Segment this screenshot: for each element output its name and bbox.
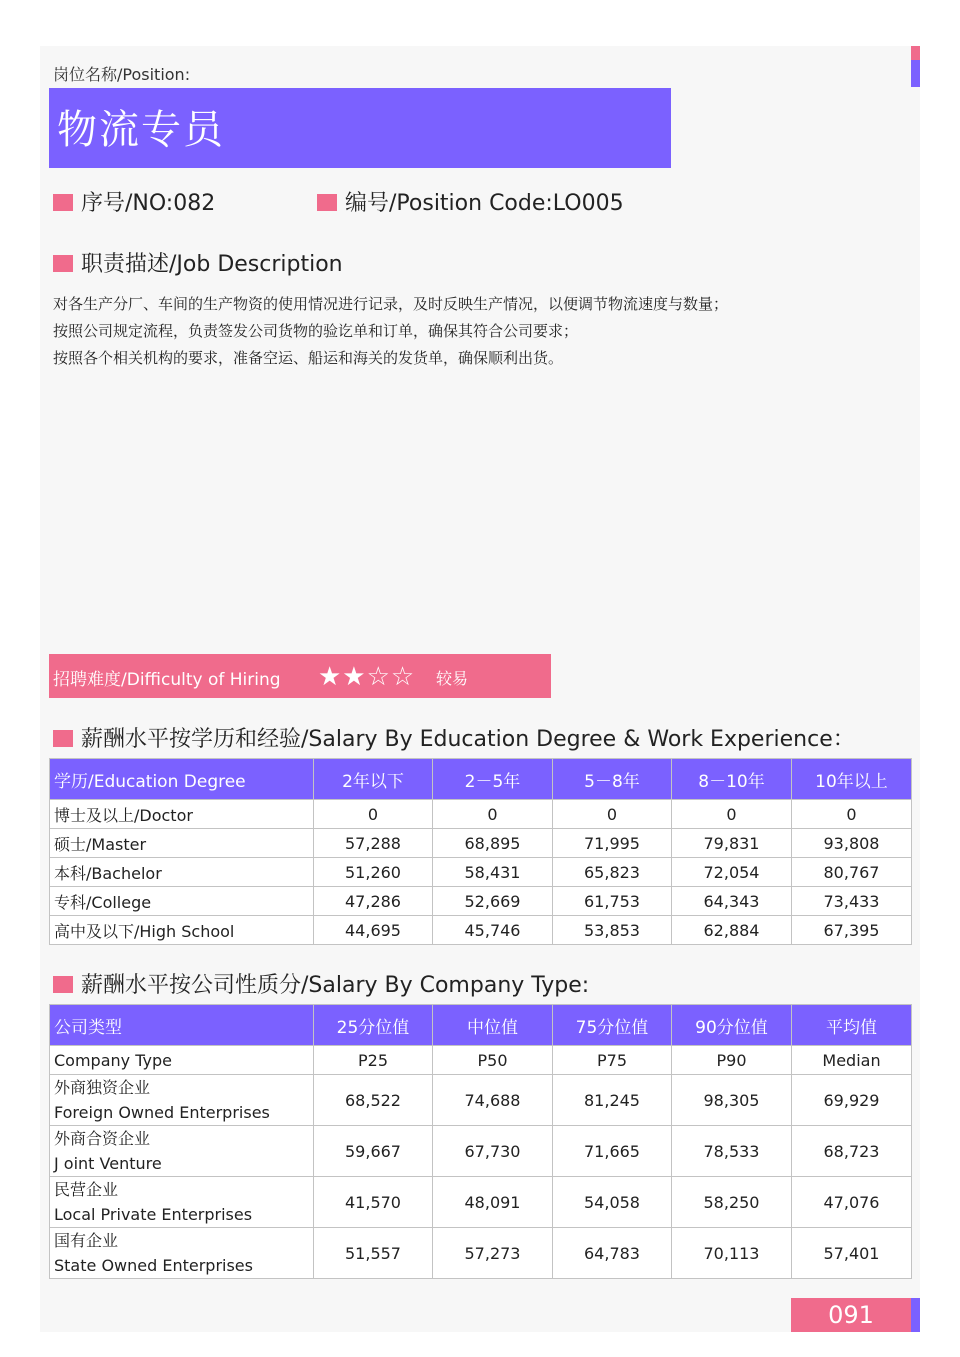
table-cell: 68,895 [433, 829, 553, 858]
column-header: 2－5年 [433, 759, 553, 800]
table-cell: 59,667 [314, 1126, 433, 1177]
table-row [50, 1075, 912, 1126]
page-number: 091 [828, 1301, 874, 1329]
table-cell: 41,570 [314, 1177, 433, 1228]
column-header: 25分位值 [314, 1005, 433, 1046]
star-rating-icon: ★★☆☆ [318, 662, 416, 692]
table-cell: 47,076 [792, 1177, 912, 1228]
column-header: 平均值 [792, 1005, 912, 1046]
column-header: 中位值 [433, 1005, 553, 1046]
table-cell: 79,831 [672, 829, 792, 858]
row-label [50, 1126, 314, 1177]
table-cell: 74,688 [433, 1075, 553, 1126]
table-cell: 80,767 [792, 858, 912, 887]
table-cell: 0 [314, 800, 433, 829]
table-row [50, 1177, 912, 1228]
row-label: 硕士/Master [50, 829, 314, 858]
column-header: 学历/Education Degree [50, 759, 314, 800]
column-header: 10年以上 [792, 759, 912, 800]
table-cell: 51,260 [314, 858, 433, 887]
education-salary-heading [53, 722, 855, 753]
table-subheader-row [50, 1046, 912, 1075]
table-row [50, 887, 912, 916]
table-cell: 70,113 [672, 1228, 792, 1279]
table-cell: 81,245 [553, 1075, 672, 1126]
column-header: 公司类型 [50, 1005, 314, 1046]
row-label-en: State Owned Enterprises [54, 1256, 253, 1275]
bullet-square-icon [317, 194, 337, 211]
table-cell: 54,058 [553, 1177, 672, 1228]
table-cell: 78,533 [672, 1126, 792, 1177]
table-cell: 58,431 [433, 858, 553, 887]
row-label [50, 1228, 314, 1279]
table-cell: 93,808 [792, 829, 912, 858]
table-cell: 52,669 [433, 887, 553, 916]
hiring-difficulty-label: 招聘难度/Difficulty of Hiring [53, 670, 281, 690]
company-salary-heading-text: 薪酬水平按公司性质分/Salary By Company Type: [81, 973, 590, 998]
row-label-cn: 外商合资企业 [54, 1129, 151, 1148]
row-label-cn: 民营企业 [54, 1180, 119, 1199]
column-header: 8－10年 [672, 759, 792, 800]
bullet-square-icon [53, 976, 73, 993]
table-cell: 0 [672, 800, 792, 829]
subheader-cell: Company Type [50, 1046, 314, 1075]
bullet-square-icon [53, 194, 73, 211]
column-header: 90分位值 [672, 1005, 792, 1046]
table-cell: 64,343 [672, 887, 792, 916]
row-label [50, 1177, 314, 1228]
table-cell: 53,853 [553, 916, 672, 945]
company-salary-table [49, 1004, 912, 1279]
hiring-difficulty-level: 较易 [436, 669, 469, 688]
bullet-square-icon [53, 255, 73, 272]
table-cell: 0 [792, 800, 912, 829]
row-label: 高中及以下/High School [50, 916, 314, 945]
table-cell: 67,730 [433, 1126, 553, 1177]
table-cell: 58,250 [672, 1177, 792, 1228]
corner-accent-purple [911, 60, 920, 87]
row-label-en: Foreign Owned Enterprises [54, 1103, 270, 1122]
table-row [50, 829, 912, 858]
column-header: 2年以下 [314, 759, 433, 800]
table-cell: 57,401 [792, 1228, 912, 1279]
education-salary-heading-text: 薪酬水平按学历和经验/Salary By Education Degree & Work Experience： [81, 727, 855, 752]
subheader-cell: P25 [314, 1046, 433, 1075]
description-line: 对各生产分厂、车间的生产物资的使用情况进行记录，及时反映生产情况，以便调节物流速度与数量； [53, 295, 729, 313]
company-salary-heading [53, 968, 589, 999]
table-cell: 44,695 [314, 916, 433, 945]
subheader-cell: P90 [672, 1046, 792, 1075]
row-label: 本科/Bachelor [50, 858, 314, 887]
table-row [50, 858, 912, 887]
table-row [50, 800, 912, 829]
description-line: 按照各个相关机构的要求，准备空运、船运和海关的发货单，确保顺利出货。 [53, 349, 564, 367]
table-header-row [50, 1005, 912, 1046]
serial-number [53, 186, 215, 217]
table-cell: 57,288 [314, 829, 433, 858]
table-cell: 68,522 [314, 1075, 433, 1126]
table-cell: 0 [433, 800, 553, 829]
row-label-cn: 外商独资企业 [54, 1078, 151, 1097]
table-cell: 48,091 [433, 1177, 553, 1228]
position-code-text: 编号/Position Code:LO005 [345, 191, 624, 216]
job-description-body [53, 291, 728, 372]
table-header-row [50, 759, 912, 800]
table-row [50, 1228, 912, 1279]
row-label: 专科/College [50, 887, 314, 916]
table-cell: 62,884 [672, 916, 792, 945]
corner-accent-pink [911, 46, 920, 60]
subheader-cell: Median [792, 1046, 912, 1075]
subheader-cell: P75 [553, 1046, 672, 1075]
table-cell: 57,273 [433, 1228, 553, 1279]
table-cell: 72,054 [672, 858, 792, 887]
table-cell: 61,753 [553, 887, 672, 916]
subheader-cell: P50 [433, 1046, 553, 1075]
table-row [50, 1126, 912, 1177]
job-description-heading-text: 职责描述/Job Description [81, 252, 343, 277]
page-number-accent [911, 1298, 920, 1332]
bullet-square-icon [53, 730, 73, 747]
row-label [50, 1075, 314, 1126]
table-row [50, 916, 912, 945]
table-cell: 51,557 [314, 1228, 433, 1279]
table-cell: 71,665 [553, 1126, 672, 1177]
table-cell: 65,823 [553, 858, 672, 887]
position-title: 物流专员 [57, 107, 225, 153]
table-cell: 45,746 [433, 916, 553, 945]
table-cell: 0 [553, 800, 672, 829]
education-salary-table [49, 758, 912, 945]
table-cell: 68,723 [792, 1126, 912, 1177]
row-label-en: Local Private Enterprises [54, 1205, 253, 1224]
job-description-heading [53, 247, 343, 278]
row-label-cn: 国有企业 [54, 1231, 119, 1250]
table-cell: 67,395 [792, 916, 912, 945]
table-cell: 69,929 [792, 1075, 912, 1126]
position-label: 岗位名称/Position: [53, 65, 191, 84]
row-label: 博士及以上/Doctor [50, 800, 314, 829]
table-cell: 73,433 [792, 887, 912, 916]
serial-number-text: 序号/NO:082 [81, 191, 216, 216]
column-header: 75分位值 [553, 1005, 672, 1046]
table-cell: 47,286 [314, 887, 433, 916]
row-label-en: J oint Venture [54, 1154, 162, 1173]
table-cell: 71,995 [553, 829, 672, 858]
description-line: 按照公司规定流程，负责签发公司货物的验讫单和订单，确保其符合公司要求； [53, 322, 579, 340]
position-code [317, 186, 624, 217]
table-cell: 64,783 [553, 1228, 672, 1279]
table-cell: 98,305 [672, 1075, 792, 1126]
column-header: 5－8年 [553, 759, 672, 800]
